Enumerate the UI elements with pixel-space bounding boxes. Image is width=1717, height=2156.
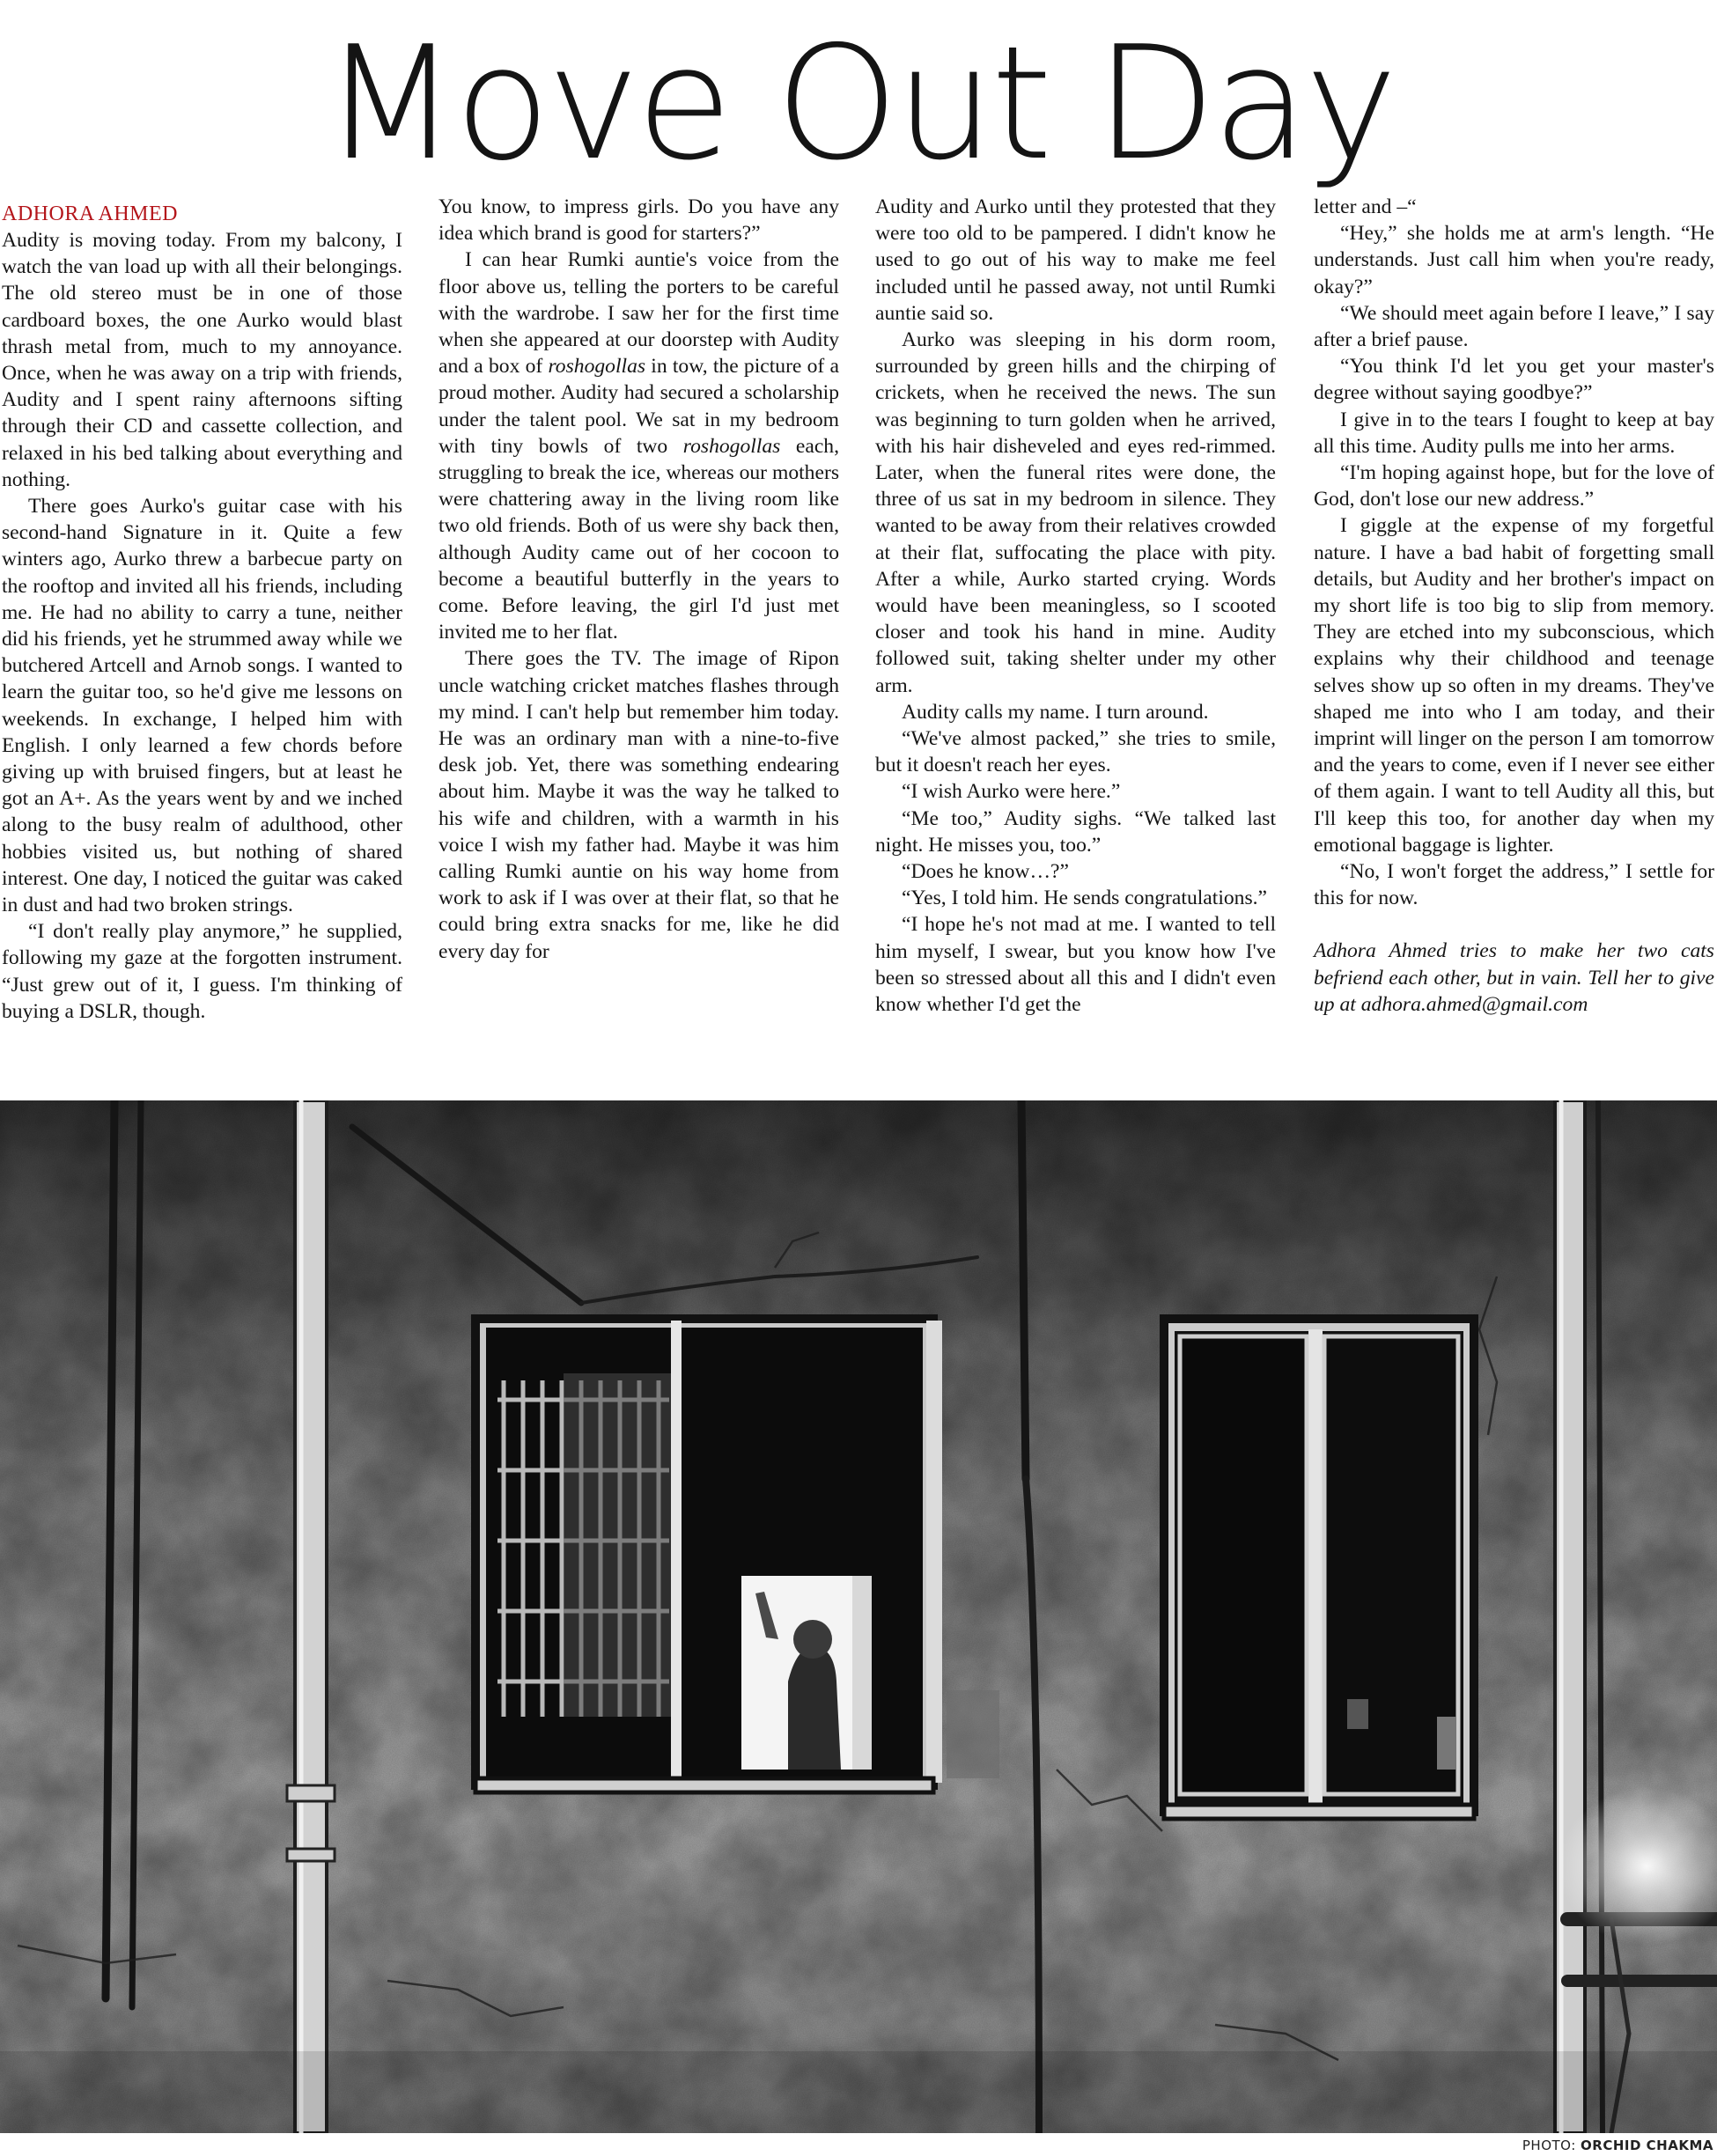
byline: ADHORA AHMED [2, 202, 179, 225]
window-right [1164, 1319, 1474, 1819]
paragraph: There goes Aurko's guitar case with his second-hand Signature in it. Quite a few winters ago, Aurko threw a barbecue party on the rooftop and invited all his friends, including me. He had no ability to carry a tune, neither did his friends, yet he strummed away while we butchered Artcell and Arnob songs. I wanted to learn the guitar too, so he'd give me lessons on weekends. In exchange, I helped him with English. I only learned a few chords before giving up with bruised fingers, but at least he got an A+. As the years went by and we inched along to the busy realm of adulthood, other hobbies visited us, but nothing of shared interest. One day, I noticed the guitar was caked in dust and had two broken strings. [2, 495, 402, 917]
paragraph: Aurko was sleeping in his dorm room, surrounded by green hills and the chirping of crickets, when he received the news. The sun was beginning to turn golden when he arrived, with his hair disheveled and eyes red-rimmed. Later, when the funeral rites were done, the three of us sat in my bedroom in silence. They wanted to be away from their relatives crowded at their flat, suffocating the place with pity. After a while, Aurko started crying. Words would have been meaningless, so I scooted closer and took his hand in mine. Audity followed suit, taking shelter under my other arm. [875, 328, 1276, 697]
paragraph: “Yes, I told him. He sends congratulations.” [902, 887, 1268, 910]
photo-credit-prefix: PHOTO: [1522, 2138, 1576, 2153]
paragraph: “We should meet again before I leave,” I say after a brief pause. [1314, 301, 1714, 352]
paragraph: “I wish Aurko were here.” [902, 780, 1121, 804]
paragraph: Audity is moving today. From my balcony, I watch the van load up with all their belongings. The old stereo must be in one of those cardboard boxes, the one Aurko would blast thrash metal from, much to my annoyance. Once, when he was away on a trip with friends, Audity and I spent rainy afternoons sifting through their CD and cassette collection, and relaxed in his bed talking about everything and nothing. [2, 229, 402, 491]
paragraph: You know, to impress girls. Do you have any idea which brand is good for starters?” [438, 195, 839, 246]
paragraph: “Hey,” she holds me at arm's length. “He understands. Just call him when you're ready, okay?” [1314, 222, 1714, 298]
author-bio: Adhora Ahmed tries to make her two cats befriend each other, but in vain. Tell her to give up at adhora.ahmed@gmail.com [1314, 939, 1714, 1016]
window-left [475, 1319, 999, 1792]
paragraph: There goes the TV. The image of Ripon uncle watching cricket matches flashes through my mind. I can't help but remember him today. He was an ordinary man with a nine-to-five desk job. Yet, there was something endearing about him. Maybe it was the way he talked to his wife and children, with a warmth in his voice I wish my father had. Maybe it was him calling Rumki auntie on his way home from work to ask if I was over at their flat, so that he could bring extra snacks for me, like he did every day for [438, 647, 839, 963]
column-2 [438, 194, 839, 965]
wall-window-photo [0, 1100, 1717, 2133]
paragraph: letter and –“ [1314, 195, 1417, 218]
paragraph: “We've almost packed,” she tries to smile, but it doesn't reach her eyes. [875, 727, 1276, 777]
paragraph: “No, I won't forget the address,” I settle for this for now. [1314, 860, 1714, 910]
column-1 [2, 194, 402, 1025]
article-title: Move Out Day [322, 12, 1395, 195]
paragraph: I can hear Rumki auntie's voice from the floor above us, telling the porters to be careful with the wardrobe. I saw her for the first time when she appeared at our doorstep with Audity and a box of roshogollas in tow, the picture of a proud mother. Audity had secured a scholarship under the talent pool. We sat in my bedroom with tiny bowls of two roshogollas each, struggling to break the ice, whereas our mothers were chattering away in the living room like two old friends. Both of us were shy back then, although Audity came out of her cocoon to become a beautiful butterfly in the years to come. Before leaving, the girl I'd just met invited me to her flat. [438, 248, 839, 644]
paragraph: I giggle at the expense of my forgetful nature. I have a bad habit of forgetting small details, but Audity and her brother's impact on my short life is too big to slip from memory. They are etched into my subconscious, which explains why their childhood and teenage selves show up so often in my dreams. They've shaped me into who I am today, and their imprint will linger on the person I am tomorrow and the years to come, even if I never see either of them again. I want to tell Audity all this, but I'll keep this too, for another day when my emotional baggage is lighter. [1314, 514, 1714, 857]
paragraph: Audity calls my name. I turn around. [902, 700, 1209, 724]
column-3 [875, 194, 1276, 1018]
column-4 [1314, 194, 1714, 1018]
paragraph: “You think I'd let you get your master's degree without saying goodbye?” [1314, 355, 1714, 405]
paragraph: “Does he know…?” [902, 860, 1069, 884]
photo-credit-name: ORCHID CHAKMA [1581, 2138, 1713, 2153]
paragraph: “I'm hoping against hope, but for the love of God, don't lose our new address.” [1314, 461, 1714, 511]
paragraph: I give in to the tears I fought to keep at bay all this time. Audity pulls me into her arms. [1314, 408, 1714, 458]
photo-credit [1522, 2137, 1713, 2154]
paragraph: “I don't really play anymore,” he supplied, following my gaze at the forgotten instrument. “Just grew out of it, I guess. I'm thinking of buying a DSLR, though. [2, 920, 402, 1023]
paragraph: “Me too,” Audity sighs. “We talked last night. He misses you, too.” [875, 806, 1276, 857]
paragraph: Audity and Aurko until they protested that they were too old to be pampered. I didn't know he used to go out of his way to make me feel included until he passed away, not until Rumki auntie said so. [875, 195, 1276, 325]
paragraph: “I hope he's not mad at me. I wanted to tell him myself, I swear, but you know how I've been so stressed about all this and I didn't even know whether I'd get the [875, 913, 1276, 1017]
article-body [0, 194, 1717, 1083]
